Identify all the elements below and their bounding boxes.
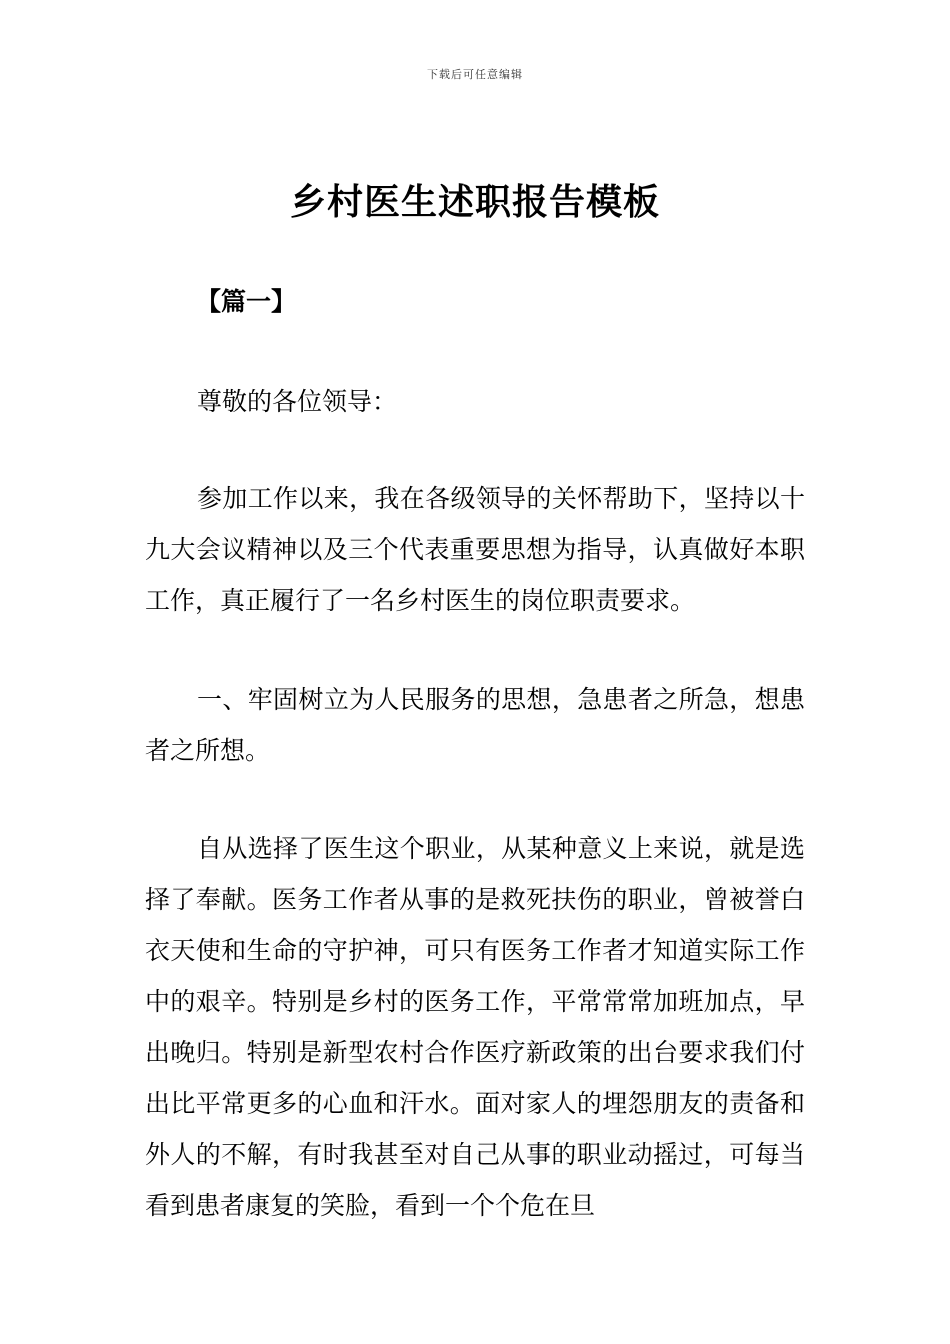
section-marker: 【篇一】 [196, 287, 297, 316]
point-one-body-paragraph: 自从选择了医生这个职业，从某种意义上来说，就是选择了奉献。医务工作者从事的是救死扶伤的职业，曾被誉白衣天使和生命的守护神，可只有医务工作者才知道实际工作中的艰辛。特别是乡村的医务工作，平常常常加班加点，早出晚归。特别是新型农村合作医疗新政策的出台要求我们付出比平常更多的心血和汗水。面对家人的埋怨朋友的责备和外人的不解，有时我甚至对自己从事的职业动摇过，可每当看到患者康复的笑脸，看到一个个危在旦 [145, 834, 805, 1220]
point-one-heading: 一、牢固树立为人民服务的思想，急患者之所急，想患者之所想。 [145, 685, 805, 765]
intro-paragraph: 参加工作以来，我在各级领导的关怀帮助下，坚持以十九大会议精神以及三个代表重要思想为指导，认真做好本职工作，真正履行了一名乡村医生的岗位职责要求。 [145, 484, 805, 615]
page-header-note: 下载后可任意编辑 [427, 68, 523, 81]
salutation-paragraph: 尊敬的各位领导： [197, 387, 398, 416]
document-title: 乡村医生述职报告模板 [289, 182, 660, 223]
